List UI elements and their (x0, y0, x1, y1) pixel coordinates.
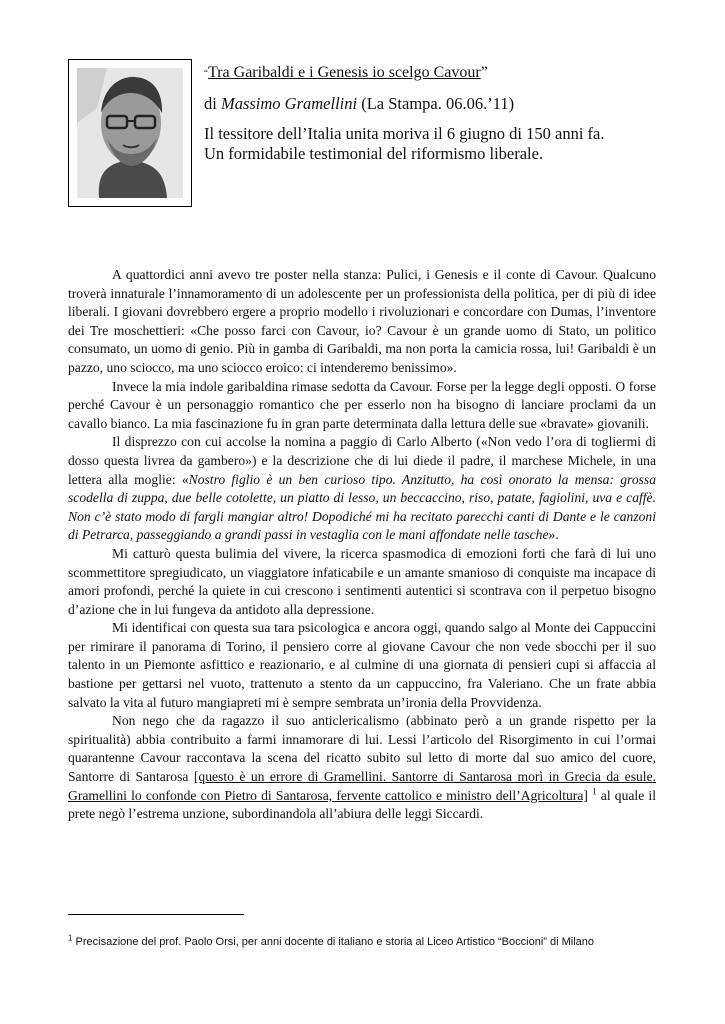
subtitle (204, 124, 704, 164)
footnote (68, 935, 688, 949)
subtitle-line-2: Un formidabile testimonial del riformismo liberale. (204, 144, 544, 163)
subtitle-line-1: Il tessitore dell’Italia unita moriva il 6 giugno di 150 anni fa. (204, 124, 605, 143)
byline-prefix: di (204, 94, 221, 113)
title-close-quote: ” (480, 64, 488, 81)
author-photo (68, 59, 192, 207)
footnote-reference[interactable]: 1 (592, 786, 597, 797)
paragraph-6 (68, 712, 656, 824)
author-portrait-image (77, 68, 183, 198)
paragraph-3 (68, 433, 656, 545)
paragraph-5: Mi identificai con questa sua tara psicologica e ancora oggi, quando salgo al Monte dei Cappuccini per rimirare il panorama di Torino, il pensiero corre al giovane Cavour che non vede sbocchi per il suo talento in un Piemonte asfittico e reazionario, e al culmine di una giornata di pensieri cupi si affaccia al bastione per gettarsi nel vuoto, trattenuto a stento da un cappuccino, fra Valeriano. Che un frate abbia salvato la vita al futuro mangiapreti mi è sempre sembrata un’ironia della Provvidenza. (68, 620, 656, 710)
title-text: Tra Garibaldi e i Genesis io scelgo Cavour (208, 64, 481, 81)
article-body (68, 266, 656, 824)
title-open-quote: “ (204, 68, 208, 78)
letter-quote: Nostro figlio è un ben curioso tipo. Anzitutto, ha così onorato la mensa: grossa scodella di zuppa, due belle cotolette, un piatto di lesso, un beccaccino, riso, patate, fagiolini, uva e caffè. Non c’è stato modo di fargli mangiar altro! Dopodiché mi ha recitato parecchi canti di Dante e le canzoni di Petrarca, passeggiando a grandi passi in vestaglia con le mani affondate nelle tasche (68, 471, 656, 543)
paragraph-2: Invece la mia indole garibaldina rimase sedotta da Cavour. Forse per la legge degli opposti. O forse perché Cavour è un personaggio romantico che per esserlo non ha bisogno di lanciare proclami da un cavallo bianco. La mia fascinazione fu in gran parte determinata dalla lettura delle sue «bravate» giovanili. (68, 378, 656, 431)
paragraph-6-end: al quale il prete negò l’estrema unzione, subordinandola all’abiura delle leggi Siccardi. (68, 787, 656, 822)
paragraph-1: A quattordici anni avevo tre poster nella stanza: Pulici, i Genesis e il conte di Cavour. Qualcuno troverà innaturale l’innamoramento di un adolescente per un professionista della politica, per di più di idee liberali. I giovani dovrebbero ergere a proprio modello i rivoluzionari e concordare con Dumas, l’inventore dei Tre moschettieri: «Che posso farci con Cavour, io? Cavour è un grande uomo di Stato, un politico consumato, un uomo di genio. Più in gamba di Garibaldi, ma non porta la camicia rossa, lui! Garibaldi è un pazzo, uno sciocco, ma uno sciocco eroico: ci intenderemo benissimo». (68, 267, 656, 375)
footnote-text: Precisazione del prof. Paolo Orsi, per anni docente di italiano e storia al Liceo Artistico “Boccioni” di Milano (72, 936, 594, 948)
article-title (204, 62, 704, 84)
footnote-divider (68, 914, 244, 915)
article-header (204, 62, 704, 164)
byline (204, 93, 704, 115)
footnote-number: 1 (68, 933, 73, 943)
editor-correction-note: [questo è un errore di Gramellini. Santorre di Santarosa morì in Grecia da esule. Gramellini lo confonde con Pietro di Santarosa, fervente cattolico e ministro dell’Agricoltura] (68, 769, 656, 803)
author-name: Massimo Gramellini (220, 94, 358, 113)
paragraph-3-end: ». (548, 527, 559, 543)
paragraph-4: Mi catturò questa bulimia del vivere, la ricerca spasmodica di emozioni forti che farà di lui uno scommettitore spregiudicato, un viaggiatore infaticabile e un amante smanioso di conquiste ma incapace di amori profondi, perché la quiete in cui crescono i sentimenti autentici si scontrava con il perpetuo bisogno d’azione che in lui fungeva da antidoto alla depressione. (68, 545, 656, 617)
paragraph-6-start: Non nego che da ragazzo il suo anticlericalismo (abbinato però a un grande rispetto per la spiritualità) abbia contribuito a farmi innamorare di lui. Lessi l’articolo del Risorgimento in cui l’ormai quarantenne Cavour raccontava la scena del ricatto subito sul letto di morte dal suo amico del cuore, Santorre di Santarosa (68, 713, 656, 785)
paragraph-3-start: Il disprezzo con cui accolse la nomina a paggio di Carlo Alberto («Non vedo l’ora di togliermi di dosso questa livrea da gambero») e la descrizione che di lui diede il padre, il marchese Michele, in una lettera alla moglie: « (68, 434, 656, 487)
source-info: (La Stampa. 06.06.’11) (357, 94, 515, 113)
